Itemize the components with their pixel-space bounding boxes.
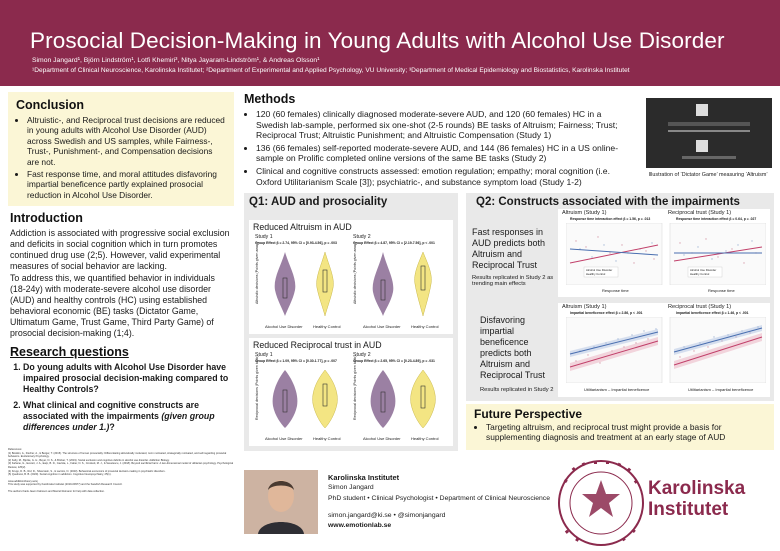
plot-stat: Response time interaction effect β = 0.64, p = .027 bbox=[676, 217, 757, 221]
methods-bullet: • Clinical and cognitive constructs assessed: emotion regulation; empathy; moral cognition (i.e. Oxford Utilitarianism Scale [3]); psychiatric-, and substance symptom load (Study 1-2) bbox=[256, 166, 636, 187]
poster-header bbox=[0, 0, 780, 86]
contact-website[interactable]: www.emotionlab.se bbox=[328, 522, 392, 529]
methods-list bbox=[244, 109, 636, 187]
xcat-aud: Alcohol Use Disorder bbox=[363, 436, 401, 441]
conclusion-bullet: • Altruistic-, and Reciprocal trust decisions are reduced in young adults with Alcohol Use Disorder (AUD) across Swedish and US samples, while Fairness-, Trust-, Punishment-, and Compensation decisions are not. bbox=[27, 115, 226, 167]
institute-name: Karolinska Institutet bbox=[328, 473, 400, 482]
reference-item: This study was supported by Karolinska Institutet (2019-00977) and the Swedish Research Council. bbox=[8, 483, 123, 487]
reference-item: (5) Quednow, B. B. (2020). Social cognition in addiction. Cognitive Neuropsychiatry, 25(1). bbox=[8, 473, 112, 477]
reference-item: www.addiktiontheory.se/sj bbox=[8, 479, 38, 483]
study1-label: Study 1 bbox=[255, 352, 273, 358]
contact-email[interactable]: simon.jangard@ki.se • @simonjangard bbox=[328, 512, 446, 519]
karolinska-logo bbox=[526, 456, 776, 548]
q2-row2-plots bbox=[558, 303, 770, 397]
altruism-stat-study2: Group Effect β = 4.87, 95% CI = [2.19-7.56], p < .001 bbox=[353, 241, 435, 245]
legend-hc: Healthy Control bbox=[690, 272, 710, 276]
reference-item: (1) Bostlén, A., Fischer, A., & Berger, T. (2015). The structure of human prosociality: Differentiating altruistically motivated, norm motivated, strategically motivated, and self-regarding prosocial behaviors. Evolutionary Psychology. bbox=[8, 451, 227, 459]
plot-title: Altruism (Study 1) bbox=[562, 304, 607, 310]
violin-hc bbox=[415, 252, 432, 316]
methods-title: Methods bbox=[244, 92, 296, 106]
plot-stat: Impartial beneficence effect β = 2.86, p < .001 bbox=[570, 311, 643, 315]
x-axis-label: Response time bbox=[708, 288, 735, 293]
reciprocal-stat-study1: Group Effect β = 1.09, 95% CI = [0.30-1.77], p = .007 bbox=[255, 359, 337, 363]
future-title: Future Perspective bbox=[474, 407, 583, 421]
altruism-violin-study2 bbox=[361, 248, 447, 320]
future-perspective-box bbox=[466, 404, 774, 450]
research-questions-section bbox=[8, 345, 234, 433]
xcat-hc: Healthy Control bbox=[313, 436, 341, 441]
conclusion-box bbox=[8, 92, 234, 206]
reference-item: The authors thank Jason Kalmson and Marcel Reimann for help with data collection. bbox=[8, 489, 105, 493]
reference-item: (4) Krupp, D. B., Ruf, D., Silverstein, S., & Lacroix, N. (2023). Behavioral economics of prosocial decision-making in psychiatric disorders. bbox=[8, 469, 166, 473]
contact-name: Simon Jangard bbox=[328, 484, 374, 491]
references bbox=[8, 448, 236, 494]
future-bullet: • Targeting altruism, and reciprocal trust might provide a basis for supplementing diagnosis and treatment at an early stage of AUD bbox=[486, 422, 766, 442]
poster-title: Prosocial Decision-Making in Young Adults with Alcohol Use Disorder bbox=[30, 28, 725, 53]
q2-row2-text: Disfavoring impartial beneficence predicts both Altruism and Reciprocal Trust bbox=[480, 315, 546, 380]
dictator-game-illustration bbox=[646, 98, 772, 168]
illustration-caption: Illustration of ‘Dictator Game’ measuring ‘Altruism’ bbox=[648, 172, 768, 178]
reciprocal-stat-study2: Group Effect β = 2.65, 95% CI = [0.23-4.89], p = .031 bbox=[353, 359, 435, 363]
q2-title: Q2: Constructs associated with the impairments bbox=[476, 196, 740, 208]
x-axis-label: Response time bbox=[602, 288, 629, 293]
research-questions-title: Research questions bbox=[10, 345, 129, 359]
xcat-hc: Healthy Control bbox=[411, 436, 439, 441]
q2-row1-plots bbox=[558, 209, 770, 297]
reciprocal-violin-study2 bbox=[361, 366, 447, 432]
reference-item: (3) Kahane, G., Everett, J. A., Earp, B. D., Caviola, L., Faber, N. S., Crockett, M. J., & Savulescu, J. (2018). Beyond sacrificial harm: A two-dimensional model of utilitarian psychology. Psychological Review, 125(2). bbox=[8, 462, 234, 469]
q2-panel bbox=[466, 193, 774, 401]
impartial-beneficence-plots bbox=[566, 317, 766, 383]
research-questions-list bbox=[10, 362, 232, 433]
violin-aud bbox=[373, 252, 394, 316]
research-question-2-end: ? bbox=[109, 422, 115, 432]
x-axis-label: Utilitarianism – Impartial beneficence bbox=[688, 387, 754, 392]
reciprocal-ylabel: Reciprocal decisions (Points given back) bbox=[255, 355, 259, 420]
methods-bullet: • 136 (66 females) self-reported moderate-severe AUD, and 144 (86 females) HC in a US online-sample on Prolific completed online versions of the same BE tasks (Study 2) bbox=[256, 143, 636, 164]
legend-aud: Alcohol Use Disorder bbox=[690, 268, 717, 272]
plot-title: Reciprocal trust (Study 1) bbox=[668, 304, 732, 310]
references-heading: References: bbox=[8, 448, 22, 451]
plot-stat: Impartial beneficence effect β = 1.46, p < .001 bbox=[676, 311, 749, 315]
affiliations: ¹Department of Clinical Neuroscience, Karolinska Institutet; ²Department of Experimental and Applied Psychology, VU University; ³Department of Medical Epidemiology and Biostatistics, Karolinska Institutet bbox=[32, 67, 630, 74]
author-list: Simon Jangard¹, Björn Lindström¹, Lotfi Khemiri³, Nitya Jayaram-Lindström¹, & Andreas Olsson¹ bbox=[32, 57, 320, 64]
research-question-2 bbox=[23, 400, 232, 433]
reciprocal-subpanel bbox=[249, 338, 453, 446]
violin-aud bbox=[371, 370, 396, 428]
logo-line1: Karolinska bbox=[648, 478, 746, 499]
contact-role: PhD student • Clinical Psychologist • Department of Clinical Neuroscience bbox=[328, 495, 550, 502]
altruism-ylabel: Altruistic decisions (Points given away) bbox=[353, 242, 357, 304]
q1-panel bbox=[244, 193, 458, 451]
xcat-aud: Alcohol Use Disorder bbox=[265, 324, 303, 329]
dictator-game-screen bbox=[646, 98, 772, 168]
q2-row1-text: Fast responses in AUD predicts both Altruism and Reciprocal Trust bbox=[472, 227, 546, 270]
altruism-ylabel: Altruistic decisions (Points given away) bbox=[255, 242, 259, 304]
violin-hc bbox=[313, 370, 338, 428]
xcat-hc: Healthy Control bbox=[411, 324, 439, 329]
research-question-1: 1. Do young adults with Alcohol Use Disorder have impaired prosocial decision-making compared to Healthy Controls? bbox=[23, 362, 232, 395]
q1-title: Q1: AUD and prosociality bbox=[249, 196, 388, 208]
left-column bbox=[8, 92, 234, 438]
reciprocal-ylabel: Reciprocal decisions (Points given back) bbox=[353, 355, 357, 420]
altruism-stat-study1: Group Effect β = 2.74, 95% CI = [0.93-4.56], p = .003 bbox=[255, 241, 337, 245]
plot-title: Altruism (Study 1) bbox=[562, 210, 607, 216]
violin-hc bbox=[317, 252, 334, 316]
conclusion-title: Conclusion bbox=[16, 98, 85, 112]
plot-title: Reciprocal trust (Study 1) bbox=[668, 210, 732, 216]
altruism-subpanel bbox=[249, 220, 453, 334]
introduction-paragraph: Addiction is associated with progressive social exclusion and deficits in social cognition which in turn promotes continued drug use (2;5). However, valid experimental measures of social behavior are lacking. bbox=[10, 228, 230, 271]
logo-line2: Institutet bbox=[648, 499, 729, 520]
introduction-section bbox=[8, 211, 234, 339]
plot-stat: Response time interaction effect β = 1.56, p = .013 bbox=[570, 217, 651, 221]
future-list bbox=[474, 422, 766, 442]
altruism-title: Reduced Altruism in AUD bbox=[253, 222, 352, 232]
violin-hc bbox=[411, 370, 436, 428]
reciprocal-violin-study1 bbox=[263, 366, 349, 432]
xcat-aud: Alcohol Use Disorder bbox=[363, 324, 401, 329]
research-question-2-text: What clinical and cognitive constructs are associated with the impairments bbox=[23, 400, 199, 421]
methods-bullet: • 120 (60 females) clinically diagnosed moderate-severe AUD, and 120 (60 females) HC in a Swedish lab-sample, performed six one-shot (2-5 rounds) BE tasks of Altruism; Fairness; Trust; Reciprocal Trust; Altruistic Punishment; and Altruistic Compensation (Study 1) bbox=[256, 109, 636, 141]
altruism-violin-study1 bbox=[263, 248, 349, 320]
introduction-title: Introduction bbox=[10, 211, 83, 225]
legend-aud: Alcohol Use Disorder bbox=[586, 268, 613, 272]
conclusion-bullet: • Fast response time, and moral attitudes disfavoring impartial beneficence partly explained prosocial reduction in Alcohol Use Disorder. bbox=[27, 169, 226, 200]
research-question-2-emphasis: (given group differences under 1.) bbox=[23, 411, 215, 432]
q2-row1-note: Results replicated in Study 2 as trending main effects bbox=[472, 275, 554, 287]
reference-item: (2) Kelly, M., Bjorke, G. H., Beyer, N. S., & Bricker, T. (2019). Social exclusion and cognitive deficits in alcohol use disorder. Addiction Biology. bbox=[8, 458, 170, 462]
xcat-hc: Healthy Control bbox=[313, 324, 341, 329]
x-axis-label: Utilitarianism – Impartial beneficence bbox=[584, 387, 650, 392]
study2-label: Study 2 bbox=[353, 234, 371, 240]
conclusion-list bbox=[16, 115, 226, 200]
study2-label: Study 2 bbox=[353, 352, 371, 358]
portrait-photo bbox=[244, 470, 318, 534]
logo-wordmark bbox=[648, 478, 745, 520]
avatar bbox=[244, 470, 318, 534]
introduction-paragraph: To address this, we quantified behavior in individuals (18-24y) with moderate-severe alcohol use disorder (AUD) and healthy controls (HC) using established behavioral economic (BE) tasks (Dictator Game, Ultimatum Game, Trust Game, Third Party Game) of prosocial decision-making (1;4). bbox=[10, 273, 215, 338]
methods-section bbox=[244, 92, 636, 189]
violin-aud bbox=[273, 370, 298, 428]
q2-row2-note: Results replicated in Study 2 bbox=[480, 387, 554, 393]
legend-hc: Healthy Control bbox=[586, 272, 606, 276]
seal-icon bbox=[556, 458, 646, 548]
xcat-aud: Alcohol Use Disorder bbox=[265, 436, 303, 441]
study1-label: Study 1 bbox=[255, 234, 273, 240]
reciprocal-title: Reduced Reciprocal trust in AUD bbox=[253, 340, 382, 350]
violin-aud bbox=[275, 252, 296, 316]
